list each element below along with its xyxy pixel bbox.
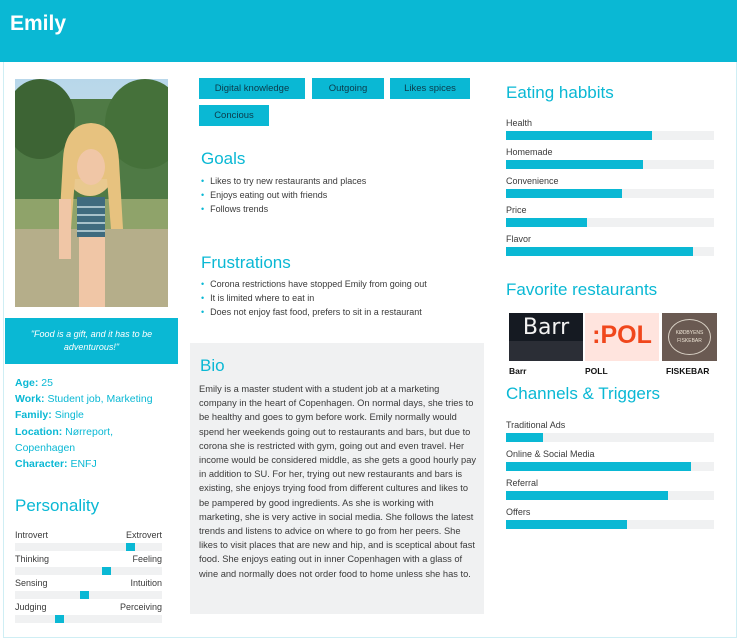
personality-scale: Sensing Intuition — [15, 578, 162, 599]
restaurant-name: Barr — [509, 366, 527, 376]
bio-text: Emily is a master student with a student job at a marketing company in the heart of Copenhagen. On normal days, she tries to be healthy and goes to gym before work. Emily normally would spend her weekends going out to restaurants and bars, but due to corona she is restricted with gym, going out and even travel. Her income would be considered middle, as she gets a good hourly pay in addition to SU. For her, trying out new restaurants and bars is existing, she enjoys trying food from different cultures and likes to be pampered by good ingredients. As she is working with marketing, she is very active in social media. She follows the latest trends and listens to advice on where to go from her peers. She likes to visit places that are new and hip, and is sceptical about fast food. She enjoys eating out in inner Copenhagen with a glass of wine and normally does not order food to home unless she has to. — [199, 384, 477, 579]
personality-marker — [80, 591, 89, 599]
list-item: • Follows trends — [201, 202, 366, 216]
goals-title: Goals — [201, 149, 246, 168]
fact-age: Age: 25 — [15, 377, 53, 389]
persona-photo — [15, 79, 168, 307]
personality-marker — [55, 615, 64, 623]
fact-character: Character: ENFJ — [15, 458, 97, 471]
fact-work: Work: Student job, Marketing — [15, 393, 153, 406]
trait-tag: Outgoing — [312, 78, 384, 99]
barr-logo: Barr — [509, 313, 583, 361]
channel-bar: Offers — [506, 507, 714, 529]
personality-scale: Thinking Feeling — [15, 554, 162, 575]
frustrations-title: Frustrations — [201, 253, 291, 272]
channels-title: Channels & Triggers — [506, 384, 661, 403]
list-item: • Does not enjoy fast food, prefers to sit in a restaurant — [201, 305, 427, 319]
channel-bar: Referral — [506, 478, 714, 500]
fiskebar-logo: KØDBYENS FISKEBAR — [662, 313, 717, 361]
personality-marker — [126, 543, 135, 551]
eating-habit-bar: Homemade — [506, 147, 714, 169]
fact-location: Location: Nørreport, Copenhagen — [15, 425, 114, 454]
list-item: • Enjoys eating out with friends — [201, 188, 366, 202]
eating-habits-title: Eating habbits — [506, 83, 614, 102]
eating-habit-bar: Health — [506, 118, 714, 140]
goals-list — [201, 174, 366, 216]
bio-title: Bio — [200, 356, 225, 375]
fact-family: Family: Single — [15, 409, 84, 422]
frustrations-list — [201, 277, 427, 319]
list-item: • Likes to try new restaurants and places — [201, 174, 366, 188]
favorite-restaurants-title: Favorite restaurants — [506, 280, 658, 299]
header-banner — [0, 0, 737, 62]
trait-tag: Digital knowledge — [199, 78, 305, 99]
list-item: • Corona restrictions have stopped Emily from going out — [201, 277, 427, 291]
eating-habit-bar: Flavor — [506, 234, 714, 256]
restaurant-name: POLL — [585, 366, 608, 376]
list-item: • It is limited where to eat in — [201, 291, 427, 305]
personality-scale: Judging Perceiving — [15, 602, 162, 623]
channel-bar: Online & Social Media — [506, 449, 714, 471]
persona-quote: "Food is a gift, and it has to be adventurous!" — [5, 318, 178, 364]
personality-scale: Introvert Extrovert — [15, 530, 162, 551]
trait-tag: Concious — [199, 105, 269, 126]
persona-facts — [15, 375, 153, 472]
channel-bar: Traditional Ads — [506, 420, 714, 442]
restaurant-name: FISKEBAR — [666, 366, 710, 376]
personality-title: Personality — [15, 496, 100, 515]
poll-logo: :POL — [585, 313, 659, 361]
persona-name: Emily — [10, 12, 67, 35]
trait-tag: Likes spices — [390, 78, 470, 99]
personality-marker — [102, 567, 111, 575]
eating-habit-bar: Convenience — [506, 176, 714, 198]
eating-habit-bar: Price — [506, 205, 714, 227]
